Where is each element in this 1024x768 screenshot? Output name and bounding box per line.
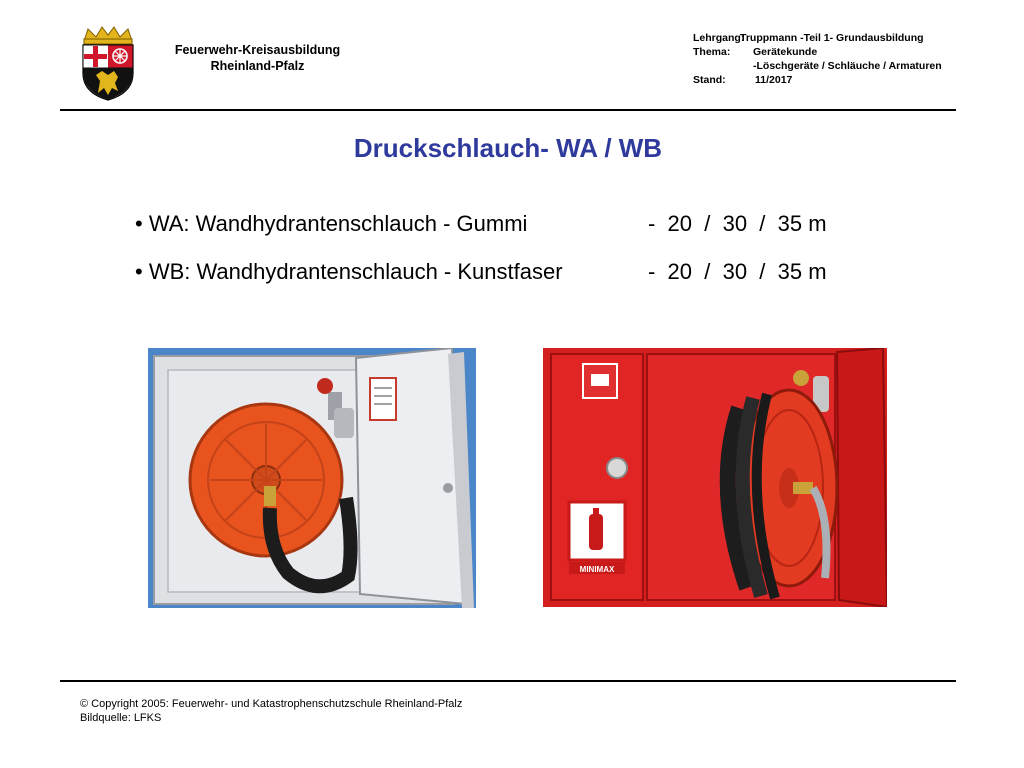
- organization-line-2: Rheinland-Pfalz: [210, 59, 305, 73]
- footer: [80, 697, 462, 725]
- bullet-text: • WA: Wandhydrantenschlauch - Gummi: [135, 211, 528, 236]
- bullet-dimensions: - 20 / 30 / 35 m: [648, 259, 827, 284]
- brand-label: MINIMAX: [579, 565, 615, 574]
- slide-title: Druckschlauch- WA / WB: [353, 133, 663, 163]
- copyright-text: © Copyright 2005: Feuerwehr- und Katastrophenschutzschule Rheinland-Pfalz: [80, 698, 463, 710]
- topic-subvalue: -Löschgeräte / Schläuche / Armaturen: [753, 60, 942, 72]
- organization-name: [150, 42, 365, 74]
- date-label: Stand:: [693, 74, 726, 86]
- date-value: 11/2017: [755, 74, 793, 86]
- topic-label: Thema:: [693, 46, 731, 58]
- photo-wall-hydrant-wb: [543, 348, 887, 607]
- course-value: Truppmann -Teil 1- Grundausbildung: [740, 32, 924, 44]
- image-source-text: Bildquelle: LFKS: [80, 712, 162, 724]
- topic-value: Gerätekunde: [753, 46, 818, 58]
- photo-wall-hydrant-wa: [148, 348, 476, 608]
- footer-divider: [60, 680, 956, 682]
- coat-of-arms-icon: [78, 25, 138, 101]
- bullet-dimensions: - 20 / 30 / 35 m: [648, 211, 827, 236]
- course-label: Lehrgang:: [693, 32, 745, 44]
- header-divider: [60, 109, 956, 111]
- bullet-text: • WB: Wandhydrantenschlauch - Kunstfaser: [135, 259, 563, 284]
- organization-line-1: Feuerwehr-Kreisausbildung: [174, 43, 341, 57]
